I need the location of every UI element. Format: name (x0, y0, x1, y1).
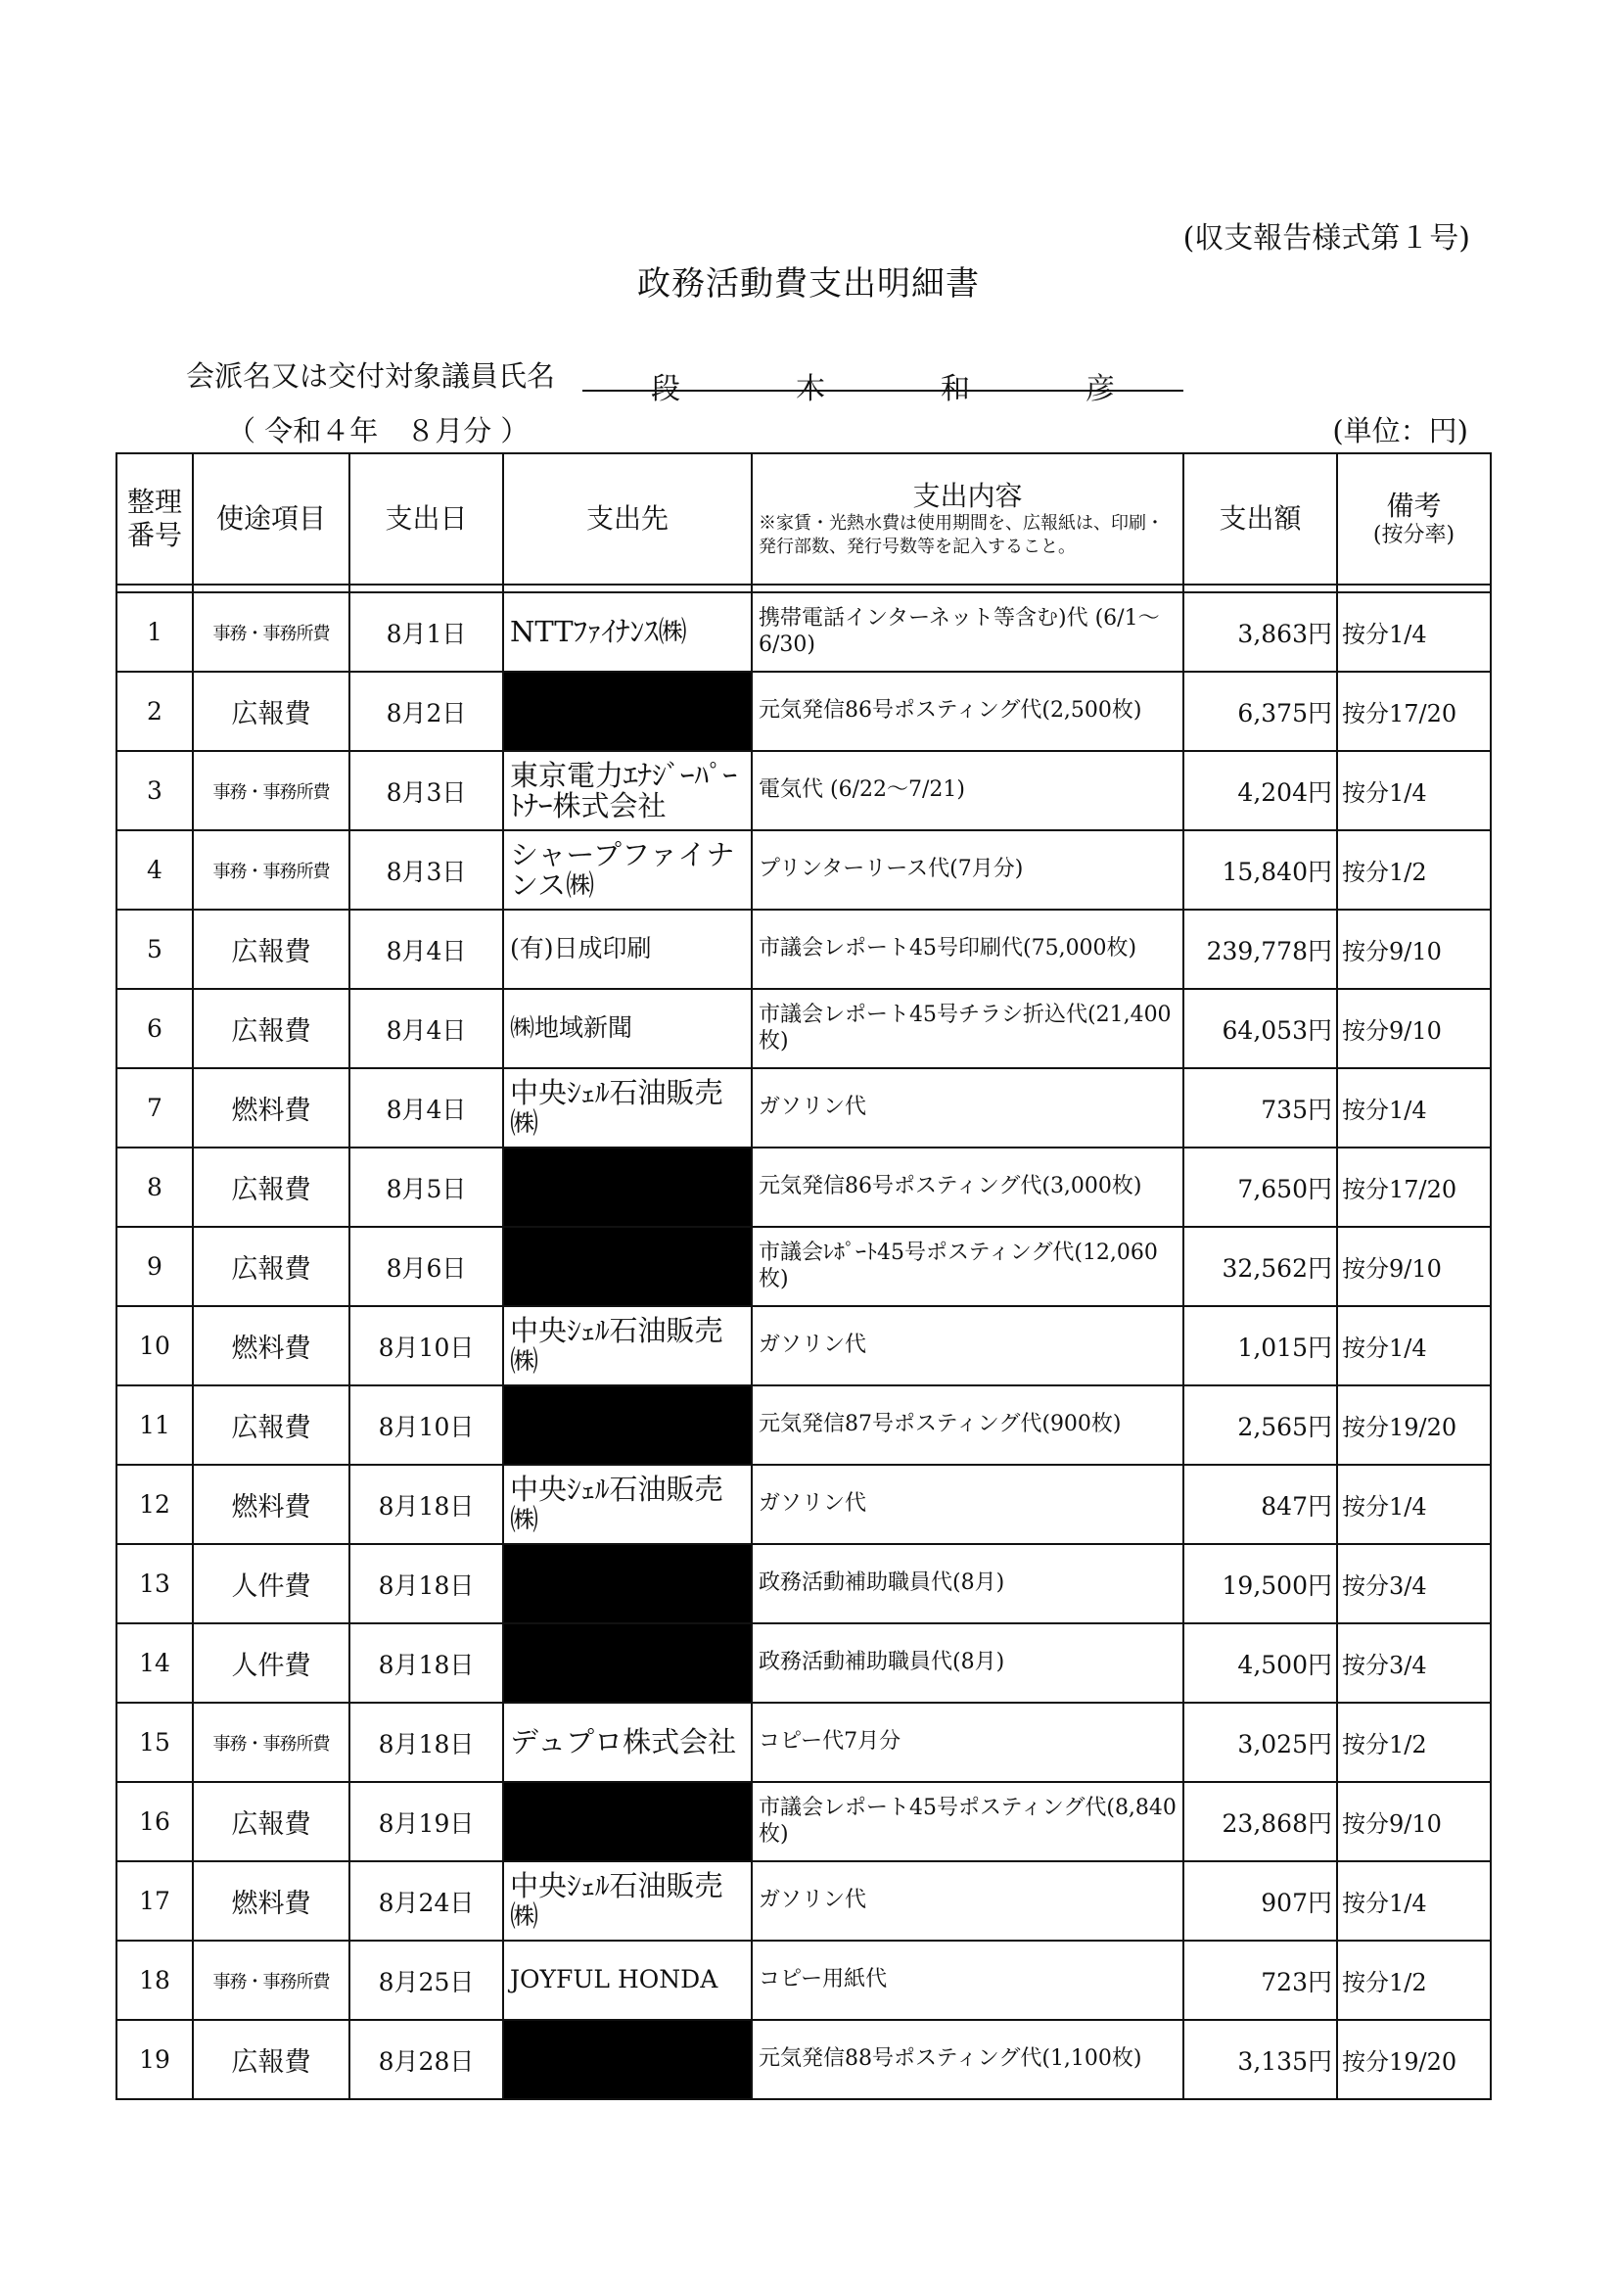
row-amount: 23,868円 (1183, 1782, 1337, 1861)
row-category: 事務・事務所費 (193, 751, 349, 830)
table-row (116, 1861, 1491, 1941)
table-row (116, 910, 1491, 989)
row-payee-redacted (503, 1385, 752, 1465)
row-payee: ㈱地域新聞 (503, 989, 752, 1068)
row-date: 8月4日 (349, 1068, 503, 1148)
row-date: 8月18日 (349, 1544, 503, 1623)
row-allocation: 按分1/2 (1337, 1703, 1491, 1782)
table-row (116, 1148, 1491, 1227)
row-date: 8月4日 (349, 989, 503, 1068)
header-amount: 支出額 (1183, 453, 1337, 585)
row-amount: 735円 (1183, 1068, 1337, 1148)
row-payee: 中央ｼｪﾙ石油販売㈱ (503, 1861, 752, 1941)
expense-table (116, 452, 1492, 2100)
name-char: 段 (651, 372, 680, 406)
row-payee-redacted (503, 1227, 752, 1306)
row-description: 電気代 (6/22～7/21) (752, 751, 1183, 830)
table-row (116, 1306, 1491, 1385)
row-date: 8月6日 (349, 1227, 503, 1306)
row-allocation: 按分1/4 (1337, 592, 1491, 672)
row-payee-redacted (503, 1623, 752, 1703)
row-date: 8月2日 (349, 672, 503, 751)
row-amount: 6,375円 (1183, 672, 1337, 751)
row-allocation: 按分3/4 (1337, 1544, 1491, 1623)
row-number: 18 (116, 1941, 193, 2020)
row-payee: 中央ｼｪﾙ石油販売㈱ (503, 1068, 752, 1148)
row-category: 人件費 (193, 1544, 349, 1623)
table-row (116, 2020, 1491, 2099)
row-amount: 3,025円 (1183, 1703, 1337, 1782)
row-allocation: 按分9/10 (1337, 989, 1491, 1068)
row-description: ガソリン代 (752, 1861, 1183, 1941)
row-number: 2 (116, 672, 193, 751)
row-amount: 7,650円 (1183, 1148, 1337, 1227)
row-number: 17 (116, 1861, 193, 1941)
row-amount: 2,565円 (1183, 1385, 1337, 1465)
row-amount: 907円 (1183, 1861, 1337, 1941)
name-char: 和 (941, 372, 970, 406)
row-description: 市議会レポート45号ポスティング代(8,840枚) (752, 1782, 1183, 1861)
table-row (116, 751, 1491, 830)
document-title: 政務活動費支出明細書 (637, 264, 980, 304)
header-note (1337, 453, 1491, 585)
row-amount: 4,500円 (1183, 1623, 1337, 1703)
unit-label: (単位：円) (1332, 414, 1468, 447)
row-allocation: 按分17/20 (1337, 672, 1491, 751)
row-number: 11 (116, 1385, 193, 1465)
row-category: 事務・事務所費 (193, 1941, 349, 2020)
row-payee: デュプロ株式会社 (503, 1703, 752, 1782)
header-payee: 支出先 (503, 453, 752, 585)
row-category: 広報費 (193, 672, 349, 751)
row-date: 8月3日 (349, 830, 503, 910)
row-date: 8月18日 (349, 1703, 503, 1782)
row-payee-redacted (503, 1544, 752, 1623)
row-category: 燃料費 (193, 1068, 349, 1148)
table-row (116, 592, 1491, 672)
row-category: 事務・事務所費 (193, 1703, 349, 1782)
table-row (116, 1623, 1491, 1703)
row-date: 8月10日 (349, 1385, 503, 1465)
row-number: 15 (116, 1703, 193, 1782)
row-payee-redacted (503, 672, 752, 751)
row-description: 市議会レポート45号印刷代(75,000枚) (752, 910, 1183, 989)
row-description: 政務活動補助職員代(8月) (752, 1544, 1183, 1623)
row-number: 14 (116, 1623, 193, 1703)
header-category: 使途項目 (193, 453, 349, 585)
row-payee: 中央ｼｪﾙ石油販売㈱ (503, 1465, 752, 1544)
header-description-title: 支出内容 (912, 479, 1023, 512)
member-name (582, 364, 1183, 406)
row-description: ガソリン代 (752, 1068, 1183, 1148)
row-description: ガソリン代 (752, 1465, 1183, 1544)
table-row (116, 1941, 1491, 2020)
row-date: 8月4日 (349, 910, 503, 989)
row-amount: 64,053円 (1183, 989, 1337, 1068)
table-row (116, 1703, 1491, 1782)
row-number: 9 (116, 1227, 193, 1306)
row-number: 3 (116, 751, 193, 830)
row-description: 携帯電話インターネット等含む)代 (6/1～6/30) (752, 592, 1183, 672)
table-row (116, 1227, 1491, 1306)
row-category: 広報費 (193, 1385, 349, 1465)
row-category: 燃料費 (193, 1465, 349, 1544)
row-payee: (有)日成印刷 (503, 910, 752, 989)
row-category: 広報費 (193, 989, 349, 1068)
row-number: 1 (116, 592, 193, 672)
row-date: 8月18日 (349, 1623, 503, 1703)
row-allocation: 按分1/2 (1337, 1941, 1491, 2020)
row-number: 16 (116, 1782, 193, 1861)
row-number: 5 (116, 910, 193, 989)
row-description: 元気発信86号ポスティング代(2,500枚) (752, 672, 1183, 751)
row-description: 市議会レポート45号チラシ折込代(21,400枚) (752, 989, 1183, 1068)
row-date: 8月1日 (349, 592, 503, 672)
row-payee: JOYFUL HONDA (503, 1941, 752, 2020)
row-allocation: 按分9/10 (1337, 1782, 1491, 1861)
row-allocation: 按分1/4 (1337, 1068, 1491, 1148)
row-category: 広報費 (193, 1148, 349, 1227)
row-category: 広報費 (193, 2020, 349, 2099)
row-allocation: 按分17/20 (1337, 1148, 1491, 1227)
row-amount: 15,840円 (1183, 830, 1337, 910)
table-row (116, 1385, 1491, 1465)
row-payee: 中央ｼｪﾙ石油販売㈱ (503, 1306, 752, 1385)
header-description (752, 453, 1183, 585)
row-payee-redacted (503, 1782, 752, 1861)
row-number: 7 (116, 1068, 193, 1148)
table-row (116, 1068, 1491, 1148)
table-row (116, 830, 1491, 910)
spacer-row (116, 585, 1491, 592)
row-payee-redacted (503, 2020, 752, 2099)
row-amount: 4,204円 (1183, 751, 1337, 830)
row-description: 元気発信88号ポスティング代(1,100枚) (752, 2020, 1183, 2099)
row-category: 燃料費 (193, 1861, 349, 1941)
row-date: 8月19日 (349, 1782, 503, 1861)
row-date: 8月10日 (349, 1306, 503, 1385)
table-row (116, 1465, 1491, 1544)
row-allocation: 按分3/4 (1337, 1623, 1491, 1703)
row-date: 8月3日 (349, 751, 503, 830)
header-description-note: ※家賃・光熱水費は使用期間を、広報紙は、印刷・発行部数、発行号数等を記入すること。 (759, 513, 1164, 557)
row-amount: 723円 (1183, 1941, 1337, 2020)
row-allocation: 按分9/10 (1337, 1227, 1491, 1306)
row-number: 6 (116, 989, 193, 1068)
row-description: ガソリン代 (752, 1306, 1183, 1385)
header-date: 支出日 (349, 453, 503, 585)
row-description: プリンターリース代(7月分) (752, 830, 1183, 910)
row-amount: 32,562円 (1183, 1227, 1337, 1306)
row-allocation: 按分1/2 (1337, 830, 1491, 910)
row-amount: 3,863円 (1183, 592, 1337, 672)
name-label: 会派名又は交付対象議員氏名 (186, 359, 556, 393)
row-category: 事務・事務所費 (193, 830, 349, 910)
row-date: 8月28日 (349, 2020, 503, 2099)
row-amount: 19,500円 (1183, 1544, 1337, 1623)
row-amount: 1,015円 (1183, 1306, 1337, 1385)
row-amount: 847円 (1183, 1465, 1337, 1544)
name-char: 彦 (1086, 372, 1115, 406)
row-number: 4 (116, 830, 193, 910)
row-amount: 239,778円 (1183, 910, 1337, 989)
row-description: 政務活動補助職員代(8月) (752, 1623, 1183, 1703)
table-row (116, 672, 1491, 751)
header-no: 整理番号 (116, 453, 193, 585)
row-description: コピー用紙代 (752, 1941, 1183, 2020)
row-allocation: 按分9/10 (1337, 910, 1491, 989)
row-payee-redacted (503, 1148, 752, 1227)
row-allocation: 按分1/4 (1337, 1861, 1491, 1941)
row-payee: NTTﾌｧｲﾅﾝｽ㈱ (503, 592, 752, 672)
row-category: 事務・事務所費 (193, 592, 349, 672)
row-category: 広報費 (193, 910, 349, 989)
row-payee: シャープファイナンス㈱ (503, 830, 752, 910)
row-date: 8月18日 (349, 1465, 503, 1544)
row-date: 8月25日 (349, 1941, 503, 2020)
row-number: 8 (116, 1148, 193, 1227)
row-allocation: 按分1/4 (1337, 1465, 1491, 1544)
row-payee: 東京電力ｴﾅｼﾞｰﾊﾟｰﾄﾅｰ株式会社 (503, 751, 752, 830)
row-description: 元気発信87号ポスティング代(900枚) (752, 1385, 1183, 1465)
form-label: (収支報告様式第１号) (1182, 221, 1470, 256)
table-header-row (116, 453, 1491, 585)
row-number: 10 (116, 1306, 193, 1385)
row-number: 19 (116, 2020, 193, 2099)
table-row (116, 1544, 1491, 1623)
header-note-title: 備考 (1386, 490, 1442, 522)
row-category: 広報費 (193, 1227, 349, 1306)
table-body (116, 585, 1491, 2099)
row-date: 8月24日 (349, 1861, 503, 1941)
table-row (116, 989, 1491, 1068)
row-allocation: 按分19/20 (1337, 1385, 1491, 1465)
row-date: 8月5日 (349, 1148, 503, 1227)
row-allocation: 按分1/4 (1337, 751, 1491, 830)
table-row (116, 1782, 1491, 1861)
row-number: 12 (116, 1465, 193, 1544)
row-number: 13 (116, 1544, 193, 1623)
row-description: コピー代7月分 (752, 1703, 1183, 1782)
row-amount: 3,135円 (1183, 2020, 1337, 2099)
header-note-sub: (按分率) (1372, 522, 1455, 547)
row-description: 元気発信86号ポスティング代(3,000枚) (752, 1148, 1183, 1227)
row-category: 燃料費 (193, 1306, 349, 1385)
row-allocation: 按分19/20 (1337, 2020, 1491, 2099)
period: （ 令和４年 ８月分 ） (227, 414, 530, 447)
row-allocation: 按分1/4 (1337, 1306, 1491, 1385)
row-category: 広報費 (193, 1782, 349, 1861)
row-description: 市議会ﾚﾎﾟｰﾄ45号ポスティング代(12,060枚) (752, 1227, 1183, 1306)
name-char: 木 (796, 372, 825, 406)
row-category: 人件費 (193, 1623, 349, 1703)
